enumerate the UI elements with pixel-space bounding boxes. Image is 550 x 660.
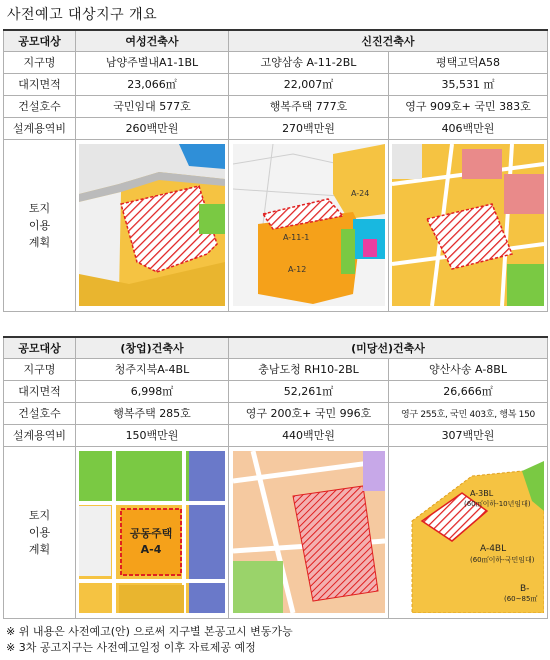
- cell: 국민임대 577호: [76, 95, 229, 117]
- map-cell: [229, 446, 389, 618]
- cell: 270백만원: [229, 117, 389, 139]
- cell: 영구 255호, 국민 403호, 행복 150: [389, 402, 548, 424]
- header-group-a: 여성건축사: [76, 30, 229, 51]
- overview-table-2: [3, 336, 548, 619]
- cell: 26,666㎡: [389, 380, 548, 402]
- row-label: 설계용역비: [4, 424, 76, 446]
- map-label: A-3BL: [470, 489, 494, 498]
- cell: 22,007㎡: [229, 73, 389, 95]
- map-label: A-4BL: [480, 544, 507, 554]
- cell: 영구 909호+ 국민 383호: [389, 95, 548, 117]
- map-cell: [389, 446, 548, 618]
- row-label: 대지면적: [4, 73, 76, 95]
- table-row: [4, 380, 548, 402]
- site-map-pyeongtaek: [392, 144, 544, 306]
- row-label: 건설호수: [4, 95, 76, 117]
- cell: 행복주택 285호: [76, 402, 229, 424]
- site-map-cheongju: [79, 451, 225, 613]
- site-map-goyang: [233, 144, 385, 306]
- cell: 충남도청 RH10-2BL: [229, 358, 389, 380]
- map-label: A-12: [287, 265, 306, 274]
- map-cell: [76, 139, 229, 311]
- row-label: 대지면적: [4, 380, 76, 402]
- cell: 23,066㎡: [76, 73, 229, 95]
- table-row: [4, 51, 548, 73]
- cell: 307백만원: [389, 424, 548, 446]
- cell: 52,261㎡: [229, 380, 389, 402]
- row-label: 건설호수: [4, 402, 76, 424]
- cell: 406백만원: [389, 117, 548, 139]
- map-label: (60㎡이하-국민임대): [470, 556, 535, 564]
- table-row: [4, 358, 548, 380]
- header-group-b: (미당선)건축사: [229, 337, 548, 358]
- cell: 행복주택 777호: [229, 95, 389, 117]
- footnote: ※ 위 내용은 사전예고(안) 으로써 지구별 본공고시 변동가능: [6, 625, 293, 638]
- page-title: 사전예고 대상지구 개요: [7, 7, 158, 23]
- map-label: A-4: [140, 543, 162, 556]
- row-label: 설계용역비: [4, 117, 76, 139]
- header-group-b: 신진건축사: [229, 30, 548, 51]
- row-label: 지구명: [4, 51, 76, 73]
- cell: 고양삼송 A-11-2BL: [229, 51, 389, 73]
- footnote: ※ 3차 공고지구는 사전예고일정 이후 자료제공 예정: [6, 641, 256, 654]
- overview-table-1: [3, 29, 548, 312]
- cell: 양산사송 A-8BL: [389, 358, 548, 380]
- plan-row: [4, 139, 548, 311]
- table-row: [4, 73, 548, 95]
- table-row: [4, 402, 548, 424]
- table-row: [4, 424, 548, 446]
- map-label: B-: [520, 584, 530, 594]
- map-label: A-11-1: [282, 233, 309, 242]
- header-label: 공모대상: [4, 30, 76, 51]
- site-map-namyangju: [79, 144, 225, 306]
- map-cell: [389, 139, 548, 311]
- plan-row: [4, 446, 548, 618]
- map-label: A-24: [350, 189, 369, 198]
- table-row: [4, 95, 548, 117]
- cell: 남양주별내A1-1BL: [76, 51, 229, 73]
- map-label: 공동주택: [129, 527, 173, 540]
- cell: 6,998㎡: [76, 380, 229, 402]
- cell: 35,531 ㎡: [389, 73, 548, 95]
- map-cell: [76, 446, 229, 618]
- cell: 440백만원: [229, 424, 389, 446]
- cell: 청주지북A-4BL: [76, 358, 229, 380]
- site-map-chungnam: [233, 451, 385, 613]
- plan-label: 토지 이용 계획: [4, 139, 76, 311]
- table-row: [4, 117, 548, 139]
- map-label: (60~85㎡: [504, 595, 538, 603]
- header-label: 공모대상: [4, 337, 76, 358]
- row-label: 지구명: [4, 358, 76, 380]
- cell: 150백만원: [76, 424, 229, 446]
- map-cell: [229, 139, 389, 311]
- header-group-a: (창업)건축사: [76, 337, 229, 358]
- plan-label: 토지 이용 계획: [4, 446, 76, 618]
- cell: 평택고덕A58: [389, 51, 548, 73]
- cell: 영구 200호+ 국민 996호: [229, 402, 389, 424]
- map-label: (60㎡이하-10년임대): [464, 500, 531, 508]
- cell: 260백만원: [76, 117, 229, 139]
- site-map-yangsan: [392, 451, 544, 613]
